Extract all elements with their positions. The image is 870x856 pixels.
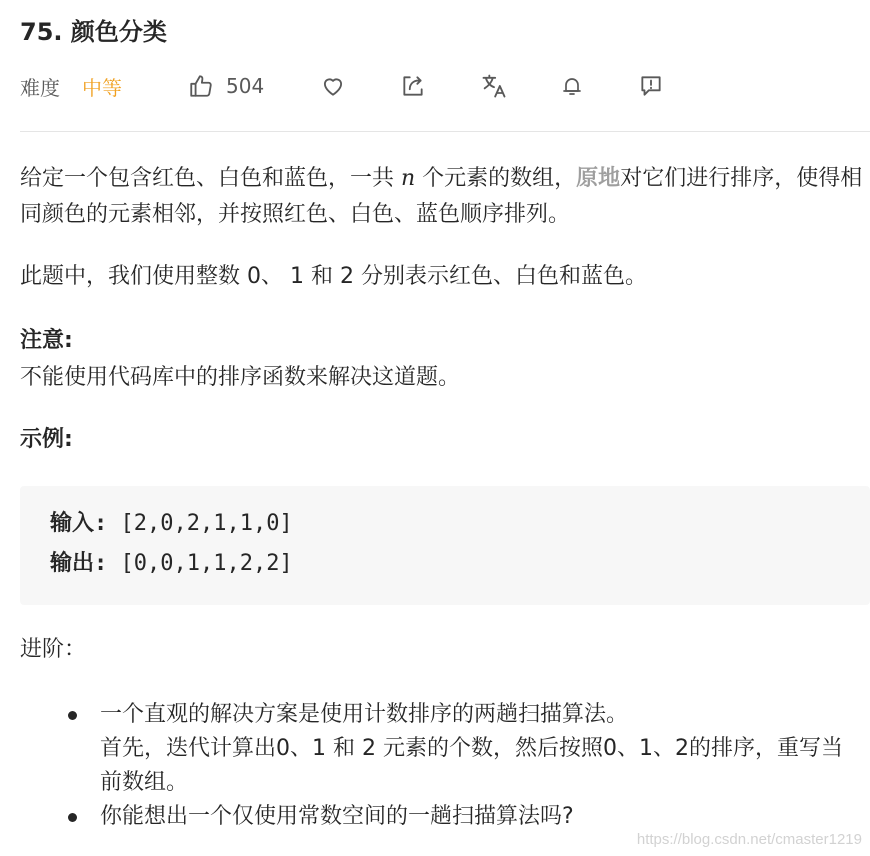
translate-button[interactable] bbox=[480, 68, 508, 104]
list-item bbox=[60, 800, 850, 834]
description-text: 给定一个包含红色、白色和蓝色，一共 bbox=[20, 166, 401, 191]
note-heading: 注意: bbox=[20, 328, 73, 353]
description-paragraph bbox=[20, 161, 865, 233]
difficulty-badge: 中等 bbox=[82, 75, 122, 100]
list-item-text: 你能想出一个仅使用常数空间的一趟扫描算法吗? bbox=[100, 804, 574, 829]
bullet-icon bbox=[68, 813, 77, 822]
input-label: 输入: bbox=[50, 511, 108, 536]
translate-icon bbox=[480, 72, 508, 100]
share-button[interactable] bbox=[400, 68, 426, 104]
list-item-text: 一个直观的解决方案是使用计数排序的两趟扫描算法。 bbox=[100, 702, 629, 727]
feedback-icon bbox=[638, 73, 664, 99]
share-icon bbox=[400, 73, 426, 99]
example-code-block bbox=[20, 486, 870, 605]
example-output-line bbox=[50, 548, 293, 580]
advanced-heading: 进阶： bbox=[20, 637, 87, 662]
favorite-button[interactable] bbox=[320, 68, 346, 104]
bell-icon bbox=[560, 74, 584, 98]
problem-title: 75. 颜色分类 bbox=[20, 18, 167, 46]
like-button[interactable] bbox=[188, 68, 264, 104]
encoding-paragraph: 此题中，我们使用整数 0、 1 和 2 分别表示红色、白色和蓝色。 bbox=[20, 264, 647, 289]
description-text: 对它们进行排序，使得相同颜色的元素相邻，并按照红色、白色、蓝色顺序排列。 bbox=[20, 166, 863, 227]
list-item-text: 首先，迭代计算出0、1 和 2 元素的个数，然后按照0、1、2的排序，重写当前数组。 bbox=[100, 736, 843, 795]
input-value: [2,0,2,1,1,0] bbox=[107, 511, 293, 536]
variable-n: n bbox=[401, 166, 416, 191]
header-divider bbox=[20, 131, 870, 132]
bullet-icon bbox=[68, 711, 77, 720]
feedback-button[interactable] bbox=[638, 68, 664, 104]
note-text: 不能使用代码库中的排序函数来解决这道题。 bbox=[20, 365, 461, 390]
in-place-link[interactable]: 原地 bbox=[576, 166, 621, 191]
heart-icon bbox=[320, 73, 346, 99]
example-input-line bbox=[50, 508, 293, 540]
subscribe-button[interactable] bbox=[560, 68, 584, 104]
list-item bbox=[60, 698, 850, 800]
advanced-list bbox=[60, 698, 850, 834]
output-label: 输出: bbox=[50, 551, 108, 576]
watermark: https://blog.csdn.net/cmaster1219 bbox=[636, 831, 862, 848]
example-heading: 示例: bbox=[20, 427, 73, 452]
difficulty-label: 难度 bbox=[20, 75, 60, 100]
problem-meta-row bbox=[20, 68, 870, 104]
thumbs-up-icon bbox=[188, 73, 214, 99]
description-text: 个元素的数组， bbox=[415, 166, 577, 191]
like-count: 504 bbox=[226, 74, 265, 98]
output-value: [0,0,1,1,2,2] bbox=[107, 551, 293, 576]
